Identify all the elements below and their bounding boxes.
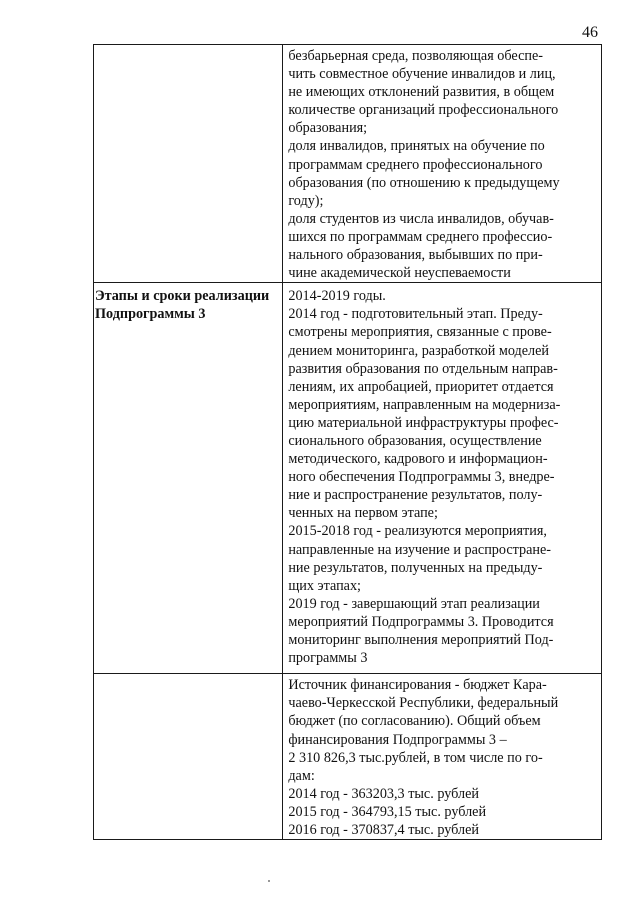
text-paragraph: 2016 год - 370837,4 тыс. рублей — [288, 821, 479, 838]
row-label: Этапы и сроки реализации Подпрограммы 3 — [94, 283, 283, 674]
row-content — [283, 674, 602, 840]
text-paragraph: безбарьерная среда, позволяющая обеспе- чить совместное обучение инвалидов и лиц, не имеющих отклонений развития, в общем количестве организаций профессионального образования; — [288, 48, 559, 137]
table-row — [94, 674, 602, 840]
page-number: 46 — [582, 24, 598, 41]
text-paragraph: 2015 год - 364793,15 тыс. рублей — [288, 803, 487, 820]
text-paragraph: Источник финансирования - бюджет Кара- чаево-Черкесской Республики, федеральный бюджет (по согласованию). Общий объем финансирования Подпрограммы 3 – 2 310 826,3 тыс.рублей, в том числе по го- дам: — [288, 677, 559, 784]
text-paragraph: 2014 год - 363203,3 тыс. рублей — [288, 785, 479, 802]
table-row — [94, 283, 602, 674]
scan-artifact — [268, 880, 270, 882]
text-paragraph: 2014 год - подготовительный этап. Преду- смотрены мероприятия, связанные с прове- дением мониторинга, разработкой моделей развития образования по отдельным направ- лениям, их апробацией, приоритет отдается мероприятиям, направленным на модерниза- цию материальной инфраструктуры профес- сионального образования, осуществление методического, кадрового и информацион- ного обеспечения Подпрограммы 3, внедре- ние и распространение результатов, полу- ченных на первом этапе; — [288, 306, 561, 522]
subprogram-table — [93, 44, 602, 840]
text-paragraph: 2019 год - завершающий этап реализации мероприятий Подпрограммы 3. Проводится мониторинг выполнения мероприятий Под- программы 3 — [288, 595, 554, 667]
row-content — [283, 283, 602, 674]
text-paragraph: доля инвалидов, принятых на обучение по программам среднего профессионального образования (по отношению к предыдущему году); — [288, 138, 560, 209]
text-paragraph: 2015-2018 год - реализуются мероприятия, направленные на изучение и распростране- ние результатов, полученных на предыду- щих этапах; — [288, 523, 552, 594]
row-label — [94, 674, 283, 840]
text-paragraph: доля студентов из числа инвалидов, обучав- шихся по программам среднего профессио- нального образования, выбывших по при- чине академической неуспеваемости — [288, 210, 554, 282]
text-paragraph: 2014-2019 годы. — [288, 288, 386, 305]
row-label — [94, 45, 283, 283]
table-row — [94, 45, 602, 283]
row-content — [283, 45, 602, 283]
